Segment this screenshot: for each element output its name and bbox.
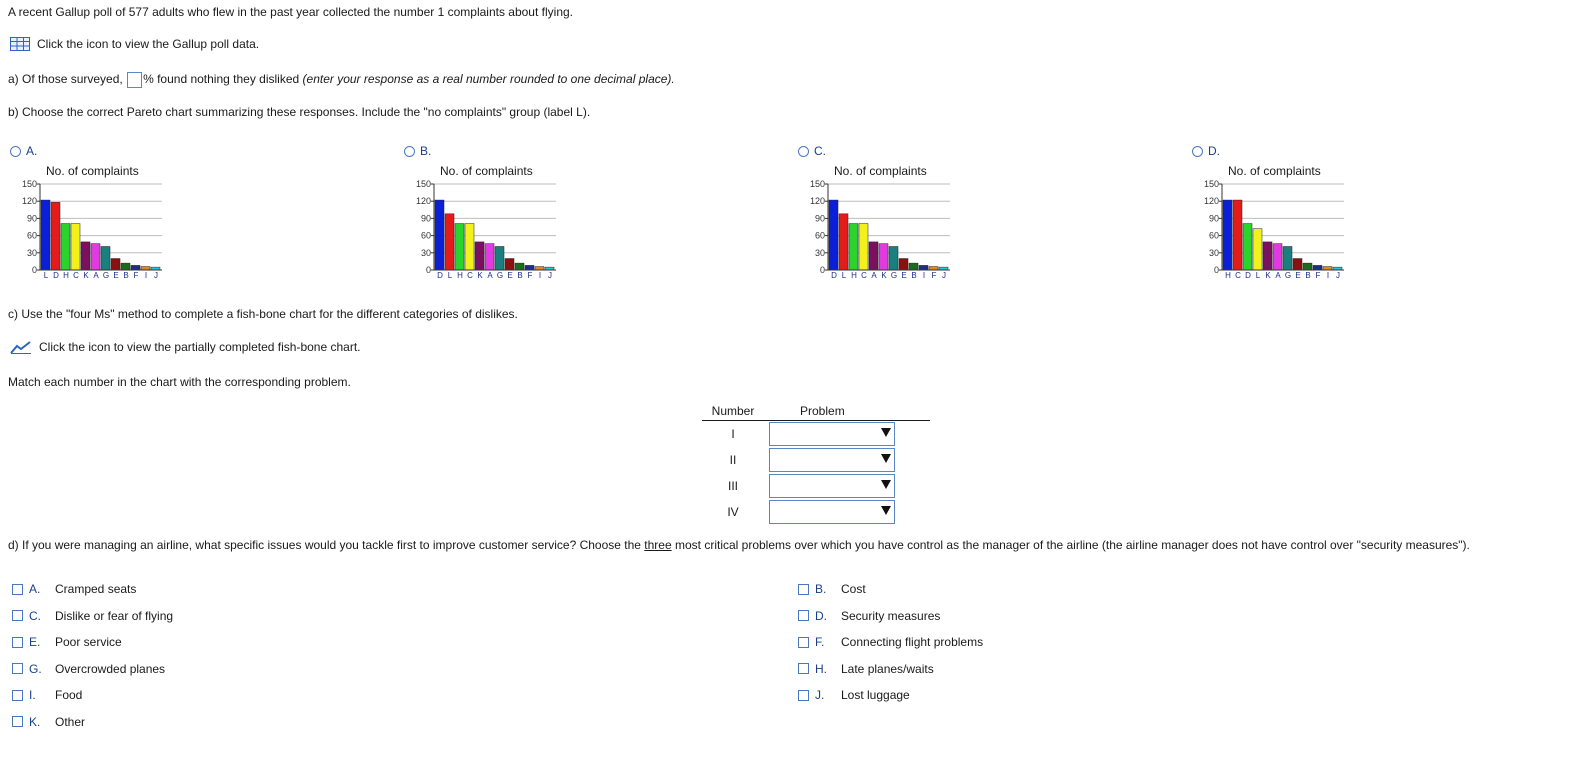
bar-I: [535, 267, 544, 270]
chart-b-title: No. of complaints: [440, 164, 533, 178]
checkbox-d[interactable]: [798, 610, 809, 621]
bar-E: [111, 259, 120, 270]
x-tick-label: J: [942, 271, 946, 280]
bar-K: [475, 242, 484, 270]
choice-b-label: Cost: [841, 582, 866, 597]
x-tick-label: F: [1315, 271, 1321, 280]
y-tick-label: 0: [425, 265, 431, 275]
choice-i[interactable]: [12, 682, 173, 709]
choice-e-label: Poor service: [55, 635, 122, 650]
choice-d-label: Security measures: [841, 608, 941, 623]
x-tick-label: J: [154, 271, 158, 280]
x-tick-label: L: [43, 271, 49, 280]
bar-D: [829, 200, 838, 270]
pareto-chart-a: [0, 176, 170, 286]
bar-B: [909, 263, 918, 270]
choice-h[interactable]: [798, 656, 983, 683]
part-a-suffix: % found nothing they disliked: [143, 72, 300, 87]
x-tick-label: F: [133, 271, 139, 280]
x-tick-label: C: [467, 271, 473, 280]
match-prompt: Match each number in the chart with the corresponding problem.: [8, 375, 351, 389]
bar-A: [485, 244, 494, 270]
percent-answer-input[interactable]: [127, 72, 142, 88]
x-tick-label: L: [841, 271, 847, 280]
x-tick-label: G: [1284, 271, 1292, 280]
bar-K: [1263, 242, 1272, 270]
y-tick-label: 0: [819, 265, 825, 275]
choices-right: [798, 576, 983, 709]
choice-g[interactable]: [12, 656, 173, 683]
y-tick-label: 30: [26, 247, 37, 258]
poll-data-link-text[interactable]: Click the icon to view the Gallup poll data.: [37, 37, 260, 51]
bar-I: [141, 267, 150, 270]
choice-a-label: Cramped seats: [55, 582, 137, 597]
pareto-chart-d: [1182, 176, 1352, 286]
x-tick-label: A: [1275, 271, 1281, 280]
option-c-letter: C.: [814, 144, 826, 158]
bar-F: [1313, 265, 1322, 270]
x-tick-label: J: [548, 271, 552, 280]
y-tick-label: 120: [21, 196, 37, 207]
bar-C: [1233, 200, 1242, 270]
choice-i-letter: I.: [29, 688, 36, 703]
chart-d-title: No. of complaints: [1228, 164, 1321, 178]
radio-option-d[interactable]: [1192, 146, 1203, 157]
choice-h-label: Late planes/waits: [841, 661, 934, 676]
choice-c-label: Dislike or fear of flying: [55, 608, 174, 623]
radio-option-a[interactable]: [10, 146, 21, 157]
checkbox-h[interactable]: [798, 663, 809, 674]
choice-d-letter: D.: [815, 608, 827, 623]
y-tick-label: 60: [26, 230, 37, 241]
x-tick-label: B: [517, 271, 523, 280]
x-tick-label: D: [831, 271, 837, 280]
dropdown-arrow-icon[interactable]: [881, 506, 891, 515]
choices-left: [12, 576, 173, 735]
x-tick-label: L: [1255, 271, 1261, 280]
x-tick-label: F: [527, 271, 533, 280]
y-tick-label: 150: [415, 179, 431, 189]
x-tick-label: I: [1326, 271, 1330, 280]
checkbox-a[interactable]: [12, 584, 23, 595]
bar-F: [131, 265, 140, 270]
x-tick-label: L: [447, 271, 453, 280]
choice-k-letter: K.: [29, 714, 41, 729]
table-row: [702, 447, 930, 473]
x-tick-label: E: [901, 271, 907, 280]
y-tick-label: 30: [814, 247, 825, 258]
choice-g-letter: G.: [29, 661, 42, 676]
x-tick-label: A: [487, 271, 493, 280]
x-tick-label: J: [1336, 271, 1340, 280]
y-tick-label: 120: [415, 196, 431, 207]
choice-b-letter: B.: [815, 582, 827, 597]
bar-F: [929, 267, 938, 270]
x-tick-label: F: [931, 271, 937, 280]
table-row: [702, 421, 930, 448]
checkbox-e[interactable]: [12, 637, 23, 648]
choice-j[interactable]: [798, 682, 983, 709]
problem-select-3[interactable]: [769, 474, 895, 498]
part-d-question: [8, 538, 1470, 552]
x-tick-label: E: [1295, 271, 1301, 280]
table-row: [702, 499, 930, 525]
bar-I: [1323, 267, 1332, 270]
choice-k[interactable]: [12, 709, 173, 736]
y-tick-label: 90: [26, 213, 37, 224]
choice-d[interactable]: [798, 603, 983, 630]
bar-K: [81, 242, 90, 270]
x-tick-label: I: [538, 271, 542, 280]
x-tick-label: C: [1235, 271, 1241, 280]
line-chart-icon[interactable]: [10, 340, 32, 354]
x-tick-label: G: [102, 271, 110, 280]
column-header-number: Number: [702, 402, 764, 421]
bar-H: [455, 224, 464, 270]
option-b[interactable]: [404, 144, 431, 158]
y-tick-label: 150: [809, 179, 825, 189]
bar-B: [1303, 263, 1312, 270]
row-number: II: [729, 453, 737, 467]
checkbox-f[interactable]: [798, 637, 809, 648]
part-d-before: d) If you were managing an airline, what specific issues would you tackle first to improve customer service? Choose the: [8, 538, 645, 552]
bar-H: [61, 224, 70, 270]
part-d-after: most critical problems over which you have control as the manager of the airline (the airline manager does not have control over "security measures").: [671, 538, 1470, 552]
checkbox-k[interactable]: [12, 716, 23, 727]
x-tick-label: C: [73, 271, 79, 280]
column-header-problem: Problem: [764, 402, 930, 421]
choice-e-letter: E.: [29, 635, 41, 650]
y-tick-label: 60: [420, 230, 431, 241]
option-b-letter: B.: [420, 144, 432, 158]
x-tick-label: B: [911, 271, 917, 280]
dropdown-arrow-icon[interactable]: [881, 454, 891, 463]
part-b-question: b) Choose the correct Pareto chart summarizing these responses. Include the "no complaints" group (label L).: [8, 105, 591, 119]
y-tick-label: 150: [21, 179, 37, 189]
y-tick-label: 90: [1208, 213, 1219, 224]
x-tick-label: B: [123, 271, 129, 280]
intro-text: A recent Gallup poll of 577 adults who flew in the past year collected the number 1 complaints about flying.: [8, 5, 573, 19]
x-tick-label: H: [63, 271, 69, 280]
bar-L: [445, 214, 454, 270]
choice-f-letter: F.: [815, 635, 825, 650]
problem-select-4[interactable]: [769, 500, 895, 524]
y-tick-label: 30: [1208, 247, 1219, 258]
x-tick-label: H: [1225, 271, 1231, 280]
y-tick-label: 90: [814, 213, 825, 224]
bar-I: [919, 265, 928, 270]
x-tick-label: K: [83, 271, 89, 280]
x-tick-label: I: [144, 271, 148, 280]
bar-E: [1293, 259, 1302, 270]
chart-a-title: No. of complaints: [46, 164, 139, 178]
choice-j-letter: J.: [815, 688, 825, 703]
radio-option-c[interactable]: [798, 146, 809, 157]
choice-i-label: Food: [55, 688, 83, 703]
y-tick-label: 60: [1208, 230, 1219, 241]
option-c[interactable]: [798, 144, 826, 158]
x-tick-label: G: [496, 271, 504, 280]
bar-D: [1243, 224, 1252, 270]
problem-select-2[interactable]: [769, 448, 895, 472]
x-tick-label: E: [507, 271, 513, 280]
choice-b[interactable]: [798, 576, 983, 603]
bar-G: [1283, 246, 1292, 270]
part-a: [8, 72, 675, 88]
bar-L: [1253, 229, 1262, 270]
x-tick-label: D: [53, 271, 59, 280]
row-number: I: [731, 427, 735, 441]
radio-option-b[interactable]: [404, 146, 415, 157]
part-a-prefix: a) Of those surveyed,: [8, 72, 123, 87]
bar-F: [525, 265, 534, 270]
x-tick-label: H: [851, 271, 857, 280]
dropdown-arrow-icon[interactable]: [881, 428, 891, 437]
y-tick-label: 30: [420, 247, 431, 258]
choice-f-label: Connecting flight problems: [841, 635, 984, 650]
bar-A: [1273, 244, 1282, 270]
fishbone-link-text[interactable]: Click the icon to view the partially completed fish-bone chart.: [39, 340, 361, 354]
bar-L: [41, 200, 50, 270]
x-tick-label: B: [1305, 271, 1311, 280]
y-tick-label: 90: [420, 213, 431, 224]
bar-E: [505, 259, 514, 270]
part-c-question: c) Use the "four Ms" method to complete a fish-bone chart for the different categories of dislikes.: [8, 307, 518, 321]
match-table: [702, 402, 930, 525]
x-tick-label: D: [1245, 271, 1251, 280]
part-a-hint: (enter your response as a real number rounded to one decimal place).: [302, 72, 675, 87]
bar-C: [465, 224, 474, 270]
row-number: III: [727, 479, 738, 493]
choice-c-letter: C.: [29, 608, 41, 623]
choice-h-letter: H.: [815, 661, 827, 676]
x-tick-label: C: [861, 271, 867, 280]
table-row: [702, 473, 930, 499]
y-tick-label: 0: [1213, 265, 1219, 275]
bar-L: [839, 214, 848, 270]
pareto-chart-b: [394, 176, 564, 286]
checkbox-i[interactable]: [12, 690, 23, 701]
bar-C: [71, 224, 80, 270]
option-d-letter: D.: [1208, 144, 1220, 158]
y-tick-label: 60: [814, 230, 825, 241]
bar-D: [435, 200, 444, 270]
x-tick-label: H: [457, 271, 463, 280]
fishbone-link[interactable]: [10, 340, 361, 354]
choice-a-letter: A.: [29, 582, 41, 597]
bar-E: [899, 259, 908, 270]
x-tick-label: D: [437, 271, 443, 280]
bar-D: [51, 202, 60, 270]
choice-j-label: Lost luggage: [841, 688, 910, 703]
x-tick-label: I: [922, 271, 926, 280]
checkbox-j[interactable]: [798, 690, 809, 701]
poll-data-link[interactable]: [10, 37, 259, 51]
bar-G: [495, 246, 504, 270]
choice-g-label: Overcrowded planes: [55, 661, 166, 676]
x-tick-label: G: [890, 271, 898, 280]
y-tick-label: 120: [1203, 196, 1219, 207]
bar-K: [879, 244, 888, 270]
part-d-emphasis: three: [644, 538, 672, 552]
x-tick-label: A: [871, 271, 877, 280]
bar-G: [101, 246, 110, 270]
y-tick-label: 120: [809, 196, 825, 207]
option-d[interactable]: [1192, 144, 1220, 158]
row-number: IV: [727, 505, 739, 519]
pareto-chart-c: [788, 176, 958, 286]
bar-H: [1223, 200, 1232, 270]
bar-A: [91, 244, 100, 270]
bar-C: [859, 224, 868, 270]
choice-k-label: Other: [55, 714, 86, 729]
problem-select-1[interactable]: [769, 422, 895, 446]
bar-B: [121, 263, 130, 270]
choice-a[interactable]: [12, 576, 173, 603]
choice-f[interactable]: [798, 629, 983, 656]
y-tick-label: 150: [1203, 179, 1219, 189]
x-tick-label: E: [113, 271, 119, 280]
bar-G: [889, 246, 898, 270]
table-icon[interactable]: [10, 37, 30, 51]
x-tick-label: K: [881, 271, 887, 280]
x-tick-label: K: [477, 271, 483, 280]
choice-e[interactable]: [12, 629, 173, 656]
dropdown-arrow-icon[interactable]: [881, 480, 891, 489]
checkbox-c[interactable]: [12, 610, 23, 621]
option-a[interactable]: [10, 144, 37, 158]
y-tick-label: 0: [31, 265, 37, 275]
option-a-letter: A.: [26, 144, 38, 158]
x-tick-label: K: [1265, 271, 1271, 280]
checkbox-b[interactable]: [798, 584, 809, 595]
choice-c[interactable]: [12, 603, 173, 630]
x-tick-label: A: [93, 271, 99, 280]
checkbox-g[interactable]: [12, 663, 23, 674]
bar-A: [869, 242, 878, 270]
chart-c-title: No. of complaints: [834, 164, 927, 178]
bar-B: [515, 263, 524, 270]
bar-H: [849, 224, 858, 270]
